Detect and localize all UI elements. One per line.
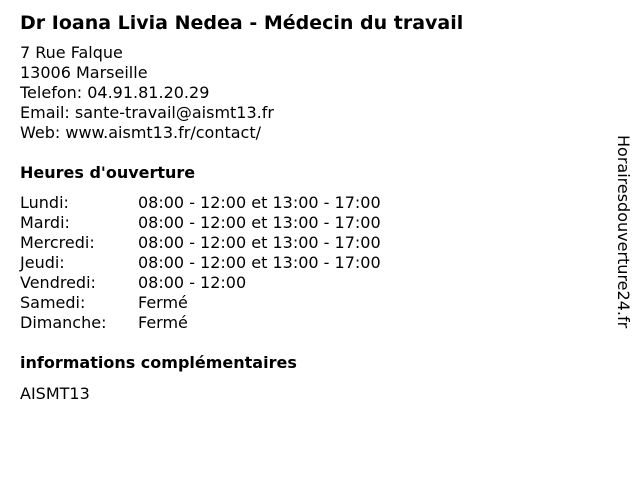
hours-heading: Heures d'ouverture (20, 163, 196, 182)
hours-day: Dimanche: (20, 313, 107, 332)
hours-row-thursday (20, 253, 381, 273)
street-address: 7 Rue Falque (20, 43, 123, 62)
hours-time: 08:00 - 12:00 et 13:00 - 17:00 (138, 233, 381, 252)
hours-day: Mercredi: (20, 233, 95, 252)
hours-table (20, 193, 381, 333)
hours-row-friday (20, 273, 381, 293)
hours-time: 08:00 - 12:00 (138, 273, 247, 292)
city-address: 13006 Marseille (20, 63, 148, 82)
hours-day: Lundi: (20, 193, 69, 212)
hours-day: Samedi: (20, 293, 86, 312)
hours-row-sunday (20, 313, 381, 333)
hours-time: Fermé (138, 313, 188, 332)
hours-time: Fermé (138, 293, 188, 312)
address-block (20, 43, 274, 143)
hours-day: Mardi: (20, 213, 70, 232)
email-address: Email: sante-travail@aismt13.fr (20, 103, 274, 122)
hours-day: Jeudi: (20, 253, 65, 272)
hours-time: 08:00 - 12:00 et 13:00 - 17:00 (138, 213, 381, 232)
hours-row-tuesday (20, 213, 381, 233)
page-title: Dr Ioana Livia Nedea - Médecin du travail (20, 12, 464, 34)
info-text: AISMT13 (20, 384, 90, 403)
hours-row-saturday (20, 293, 381, 313)
info-heading: informations complémentaires (20, 353, 297, 372)
site-watermark: Horairesdouverture24.fr (614, 135, 633, 329)
website-address: Web: www.aismt13.fr/contact/ (20, 123, 261, 142)
hours-time: 08:00 - 12:00 et 13:00 - 17:00 (138, 253, 381, 272)
phone-number: Telefon: 04.91.81.20.29 (20, 83, 210, 102)
hours-row-monday (20, 193, 381, 213)
hours-day: Vendredi: (20, 273, 96, 292)
hours-row-wednesday (20, 233, 381, 253)
hours-time: 08:00 - 12:00 et 13:00 - 17:00 (138, 193, 381, 212)
